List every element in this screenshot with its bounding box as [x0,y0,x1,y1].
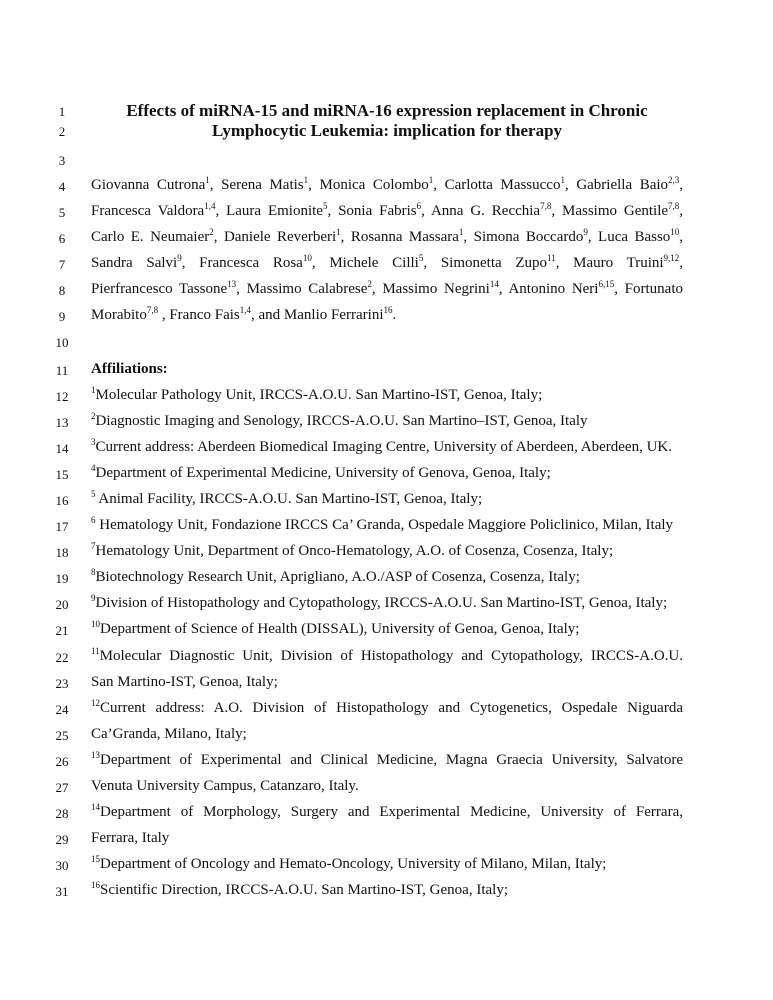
author-name: Francesca Rosa [199,255,303,271]
affiliation-item [91,751,683,769]
line-number: 10 [55,335,69,350]
author-affil-ref: 1,4 [204,201,216,211]
affiliation-item [91,647,683,665]
author-affil-ref: 9 [177,253,182,263]
author-name: Sandra Salvi [91,255,178,271]
affil-number: 16 [91,880,100,890]
line-number: 3 [58,153,66,168]
affiliation-continuation: Venuta University Campus, Catanzaro, Italy. [91,778,359,794]
line-number: 27 [55,780,69,795]
affil-number: 13 [91,750,100,760]
affil-text: Molecular Diagnostic Unit, Division of Histopathology and Cytopathology, IRCCS-A.O.U. [99,648,683,664]
author-name: Pierfrancesco Tassone [91,281,228,297]
affiliation-item [91,412,683,430]
line-number: 31 [55,884,69,899]
author-affil-ref: 1 [303,175,309,185]
author-name-part: Morabito [91,307,147,323]
line-number: 29 [55,832,69,847]
author-affil-ref: 1 [428,175,434,185]
affiliation-item [91,594,683,612]
affil-text: Department of Oncology and Hemato-Oncology, University of Milano, Milan, Italy; [100,856,607,872]
line-number: 12 [55,389,69,404]
affil-text: Current address: Aberdeen Biomedical Imaging Centre, University of Aberdeen, Aberdeen, UK. [95,439,672,455]
affil-text: Department of Experimental Medicine, University of Genova, Genoa, Italy; [95,465,551,481]
affiliation-continuation: Ca’Granda, Milano, Italy; [91,726,247,742]
line-number: 23 [55,676,69,691]
line-number: 4 [58,179,66,194]
line-number: 13 [55,415,69,430]
affiliation-item [91,699,683,717]
author-name: Daniele Reverberi [223,229,337,245]
author-affil-ref: 16 [383,305,393,315]
affil-number: 1 [91,385,96,395]
affil-text: Scientific Direction, IRCCS-A.O.U. San Martino-IST, Genoa, Italy; [100,882,508,898]
line-number: 18 [55,545,69,560]
affiliation-item [91,620,683,638]
line-number: 6 [58,231,66,246]
line-number: 11 [55,363,69,378]
author-name: Luca Basso [598,229,671,245]
affil-text: Division of Histopathology and Cytopathology, IRCCS-A.O.U. San Martino-IST, Genoa, Italy; [95,595,668,611]
affiliation-item [91,568,683,586]
author-affil-ref: 6,15 [598,279,615,289]
author-connector: and [258,307,281,323]
affil-text: Animal Facility, IRCCS-A.O.U. San Martino-IST, Genoa, Italy; [95,491,483,507]
author-name: Rosanna Massara [350,229,459,245]
affil-number: 10 [91,619,100,629]
affiliation-continuation: San Martino-IST, Genoa, Italy; [91,674,278,690]
affiliation-item [91,386,683,404]
line-number: 1 [58,104,66,119]
author-name: Gabriella Baio [576,177,669,193]
affil-number: 7 [91,541,96,551]
line-number: 14 [55,441,69,456]
line-number: 8 [58,283,66,298]
line-number: 26 [55,754,69,769]
line-number: 24 [55,702,69,717]
line-number: 25 [55,728,69,743]
author-line: Morabito$^{7,8}$ , Franco Fais$^{1,4}$, and Manlio Ferrarini$^{16}$. [91,305,397,323]
affiliation-item [91,542,683,560]
author-affil-ref: 2,3 [668,175,680,185]
line-number: 15 [55,467,69,482]
affil-number: 4 [91,463,96,473]
author-name: Massimo Gentile [561,203,669,219]
affil-text: Diagnostic Imaging and Senology, IRCCS-A.O.U. San Martino–IST, Genoa, Italy [95,413,588,429]
author-affil-ref: 7,8 [146,305,159,315]
affil-text: Hematology Unit, Department of Onco-Hematology, A.O. of Cosenza, Cosenza, Italy; [95,543,614,559]
author-name: Antonino Neri [508,281,599,297]
affil-number: 5 [91,489,96,499]
line-number: 19 [55,571,69,586]
affil-number: 12 [91,698,100,708]
affiliation-item [91,803,683,821]
affiliation-item [91,464,683,482]
affil-number: 14 [91,802,100,812]
author-affil-ref: 7,8 [668,201,680,211]
author-affil-ref: 9,12 [663,253,680,263]
author-name: Laura Emionite [226,203,323,219]
affil-number: 2 [91,411,96,421]
affil-text: Department of Morphology, Surgery and Experimental Medicine, University of Ferrara, [100,804,683,820]
line-number: 9 [58,309,66,324]
author-name: Francesca Valdora [91,203,205,219]
line-number: 7 [58,257,66,272]
affil-number: 3 [91,437,96,447]
author-affil-ref: 1,4 [239,305,251,315]
author-affil-ref: 11 [547,253,556,263]
author-affil-ref: 13 [227,279,237,289]
paper-title-line2: Lymphocytic Leukemia: implication for therapy [211,121,563,140]
affiliation-item [91,881,683,899]
line-number: 17 [55,519,69,534]
affil-number: 6 [91,515,96,525]
line-number: 5 [58,205,66,220]
author-name: Carlotta Massucco [444,177,561,193]
author-name: Massimo Negrini [382,281,490,297]
author-name: Sonia Fabris [338,203,417,219]
author-affil-ref: 10 [670,227,680,237]
line-number: 2 [58,124,66,139]
line-number: 28 [55,806,69,821]
line-number: 20 [55,597,69,612]
author-name: Anna G. Recchia [430,203,541,219]
author-affil-ref: 6 [416,201,422,211]
author-name: Mauro Truini [573,255,664,271]
affiliation-item [91,490,683,508]
affiliations-heading: Affiliations: [91,361,168,377]
author-affil-ref: 2 [209,227,214,237]
author-affil-ref: 14 [489,279,499,289]
author-affil-ref: 5 [418,253,424,263]
author-line: Francesca Valdora$^{1,4}$, Laura Emionite$^5$, Sonia Fabris$^6$, Anna G. Recchia$^{7,8}$, Massimo Gentile$^{7,8}$, [91,201,684,219]
author-affil-ref: 1 [336,227,341,237]
author-line: Carlo E. Neumaier$^2$, Daniele Reverberi$^1$, Rosanna Massara$^1$, Simona Boccardo$^9$, Luca Basso$^{10}$, [91,227,684,245]
author-affil-ref: 9 [583,227,588,237]
author-affil-ref: 10 [302,253,312,263]
line-number: 30 [55,858,69,873]
affil-text: Biotechnology Research Unit, Aprigliano, A.O./ASP of Cosenza, Cosenza, Italy; [95,569,580,585]
author-line: Pierfrancesco Tassone$^{13}$, Massimo Calabrese$^2$, Massimo Negrini$^{14}$, Antonino Neri$^{6,15}$, Fortunato [91,279,684,297]
author-affil-ref: 5 [322,201,328,211]
author-name: Franco Fais [169,307,240,323]
affiliation-continuation: Ferrara, Italy [91,830,170,846]
author-name: Carlo E. Neumaier [91,229,210,245]
line-number: 22 [55,650,69,665]
author-name-part: Fortunato [624,281,684,297]
affil-number: 9 [91,593,96,603]
affil-text: Current address: A.O. Division of Histopathology and Cytogenetics, Ospedale Niguarda [100,700,683,716]
affil-number: 8 [91,567,96,577]
author-name: Simonetta Zupo [440,255,548,271]
affiliation-item [91,438,683,456]
author-name: Simona Boccardo [473,229,584,245]
affil-text: Department of Science of Health (DISSAL), University of Genoa, Genoa, Italy; [100,621,580,637]
author-name: Massimo Calabrese [246,281,368,297]
author-name: Manlio Ferrarini [283,307,384,323]
author-name: Giovanna Cutrona [91,177,206,193]
author-affil-ref: 1 [560,175,565,185]
affil-number: 15 [91,854,100,864]
affil-text: Hematology Unit, Fondazione IRCCS Ca’ Granda, Ospedale Maggiore Policlinico, Milan, Italy [95,517,674,533]
affiliation-item [91,855,683,873]
author-line: Sandra Salvi$^9$, Francesca Rosa$^{10}$, Michele Cilli$^5$, Simonetta Zupo$^{11}$, Mauro Truini$^{9,12}$, [91,253,684,271]
paper-title-line1: Effects of miRNA-15 and miRNA-16 expression replacement in Chronic [126,101,648,120]
line-number: 16 [55,493,69,508]
author-affil-ref: 1 [458,227,464,237]
affil-text: Department of Experimental and Clinical Medicine, Magna Graecia University, Salvatore [100,752,683,768]
affil-number: 11 [91,646,100,656]
line-number: 21 [55,623,69,638]
author-affil-ref: 1 [205,175,210,185]
affil-text: Molecular Pathology Unit, IRCCS-A.O.U. San Martino-IST, Genoa, Italy; [95,387,543,403]
author-name: Monica Colombo [319,177,429,193]
author-affil-ref: 7,8 [540,201,552,211]
author-name: Serena Matis [221,177,304,193]
affiliation-item [91,516,683,534]
author-affil-ref: 2 [367,279,372,289]
author-line: Giovanna Cutrona$^1$, Serena Matis$^1$, Monica Colombo$^1$, Carlotta Massucco$^1$, Gabriella Baio$^{2,3}$, [91,175,684,193]
author-name: Michele Cilli [329,255,419,271]
